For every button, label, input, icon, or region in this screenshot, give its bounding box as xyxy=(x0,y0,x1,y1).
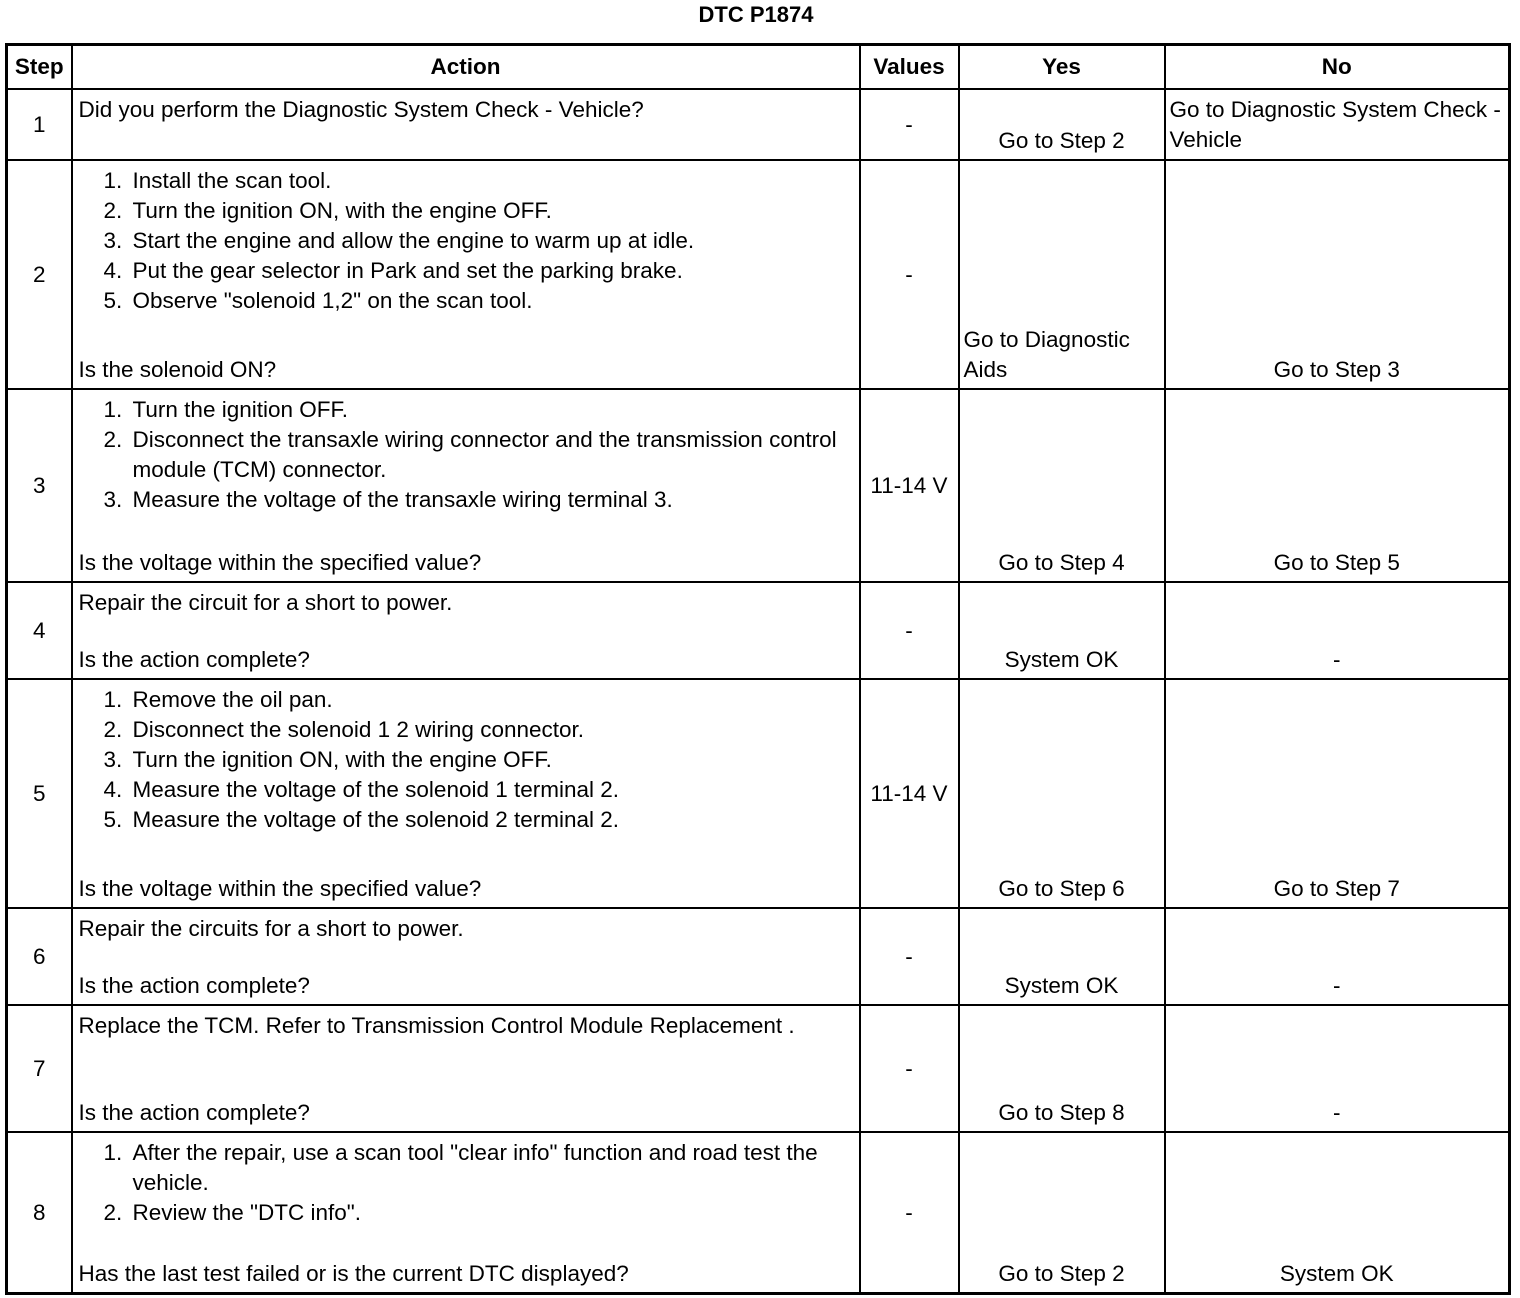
action-cell xyxy=(72,582,860,679)
values-cell: - xyxy=(860,908,959,1005)
step-number: 7 xyxy=(7,1005,72,1132)
step-number: 4 xyxy=(7,582,72,679)
action-step-item: 3. Turn the ignition ON, with the engine OFF. xyxy=(129,745,853,775)
header-yes: Yes xyxy=(959,45,1165,90)
values-cell: 11-14 V xyxy=(860,679,959,908)
yes-outcome: Go to Step 2 xyxy=(959,89,1165,160)
action-step-item: 1. After the repair, use a scan tool "clear info" function and road test the vehicle. xyxy=(129,1138,853,1198)
diagnostic-table xyxy=(5,43,1511,1295)
no-outcome: - xyxy=(1165,1005,1510,1132)
no-outcome: Go to Step 3 xyxy=(1165,160,1510,389)
table-row xyxy=(7,89,1510,160)
action-text: Replace the TCM. Refer to Transmission Control Module Replacement . xyxy=(78,1013,795,1038)
values-cell: - xyxy=(860,89,959,160)
yes-outcome: System OK xyxy=(959,582,1165,679)
action-cell xyxy=(72,389,860,582)
header-step: Step xyxy=(7,45,72,90)
action-cell xyxy=(72,908,860,1005)
values-cell: - xyxy=(860,160,959,389)
action-steps-list xyxy=(79,395,853,515)
table-row xyxy=(7,1132,1510,1294)
action-cell xyxy=(72,679,860,908)
step-number: 5 xyxy=(7,679,72,908)
action-step-item: 1. Turn the ignition OFF. xyxy=(129,395,853,425)
values-cell: - xyxy=(860,1005,959,1132)
table-row xyxy=(7,389,1510,582)
step-number: 6 xyxy=(7,908,72,1005)
action-step-item: 4. Put the gear selector in Park and set the parking brake. xyxy=(129,256,853,286)
action-step-item: 1. Install the scan tool. xyxy=(129,166,853,196)
action-text: Did you perform the Diagnostic System Check - Vehicle? xyxy=(78,97,644,122)
no-outcome: - xyxy=(1165,908,1510,1005)
no-outcome: Go to Diagnostic System Check - Vehicle xyxy=(1165,89,1510,160)
no-outcome: - xyxy=(1165,582,1510,679)
table-row xyxy=(7,1005,1510,1132)
action-step-item: 2. Disconnect the transaxle wiring connector and the transmission control module (TCM) connector. xyxy=(129,425,853,485)
action-step-item: 2. Turn the ignition ON, with the engine OFF. xyxy=(129,196,853,226)
table-row xyxy=(7,908,1510,1005)
action-cell xyxy=(72,160,860,389)
step-number: 2 xyxy=(7,160,72,389)
action-question: Is the action complete? xyxy=(78,973,310,998)
action-step-item: 5. Measure the voltage of the solenoid 2 terminal 2. xyxy=(129,805,853,835)
action-step-item: 3. Start the engine and allow the engine to warm up at idle. xyxy=(129,226,853,256)
yes-outcome: System OK xyxy=(959,908,1165,1005)
no-outcome: System OK xyxy=(1165,1132,1510,1294)
action-steps-list xyxy=(79,1138,853,1228)
table-row xyxy=(7,160,1510,389)
yes-outcome: Go to Step 4 xyxy=(959,389,1165,582)
action-steps-list xyxy=(79,685,853,835)
step-number: 8 xyxy=(7,1132,72,1294)
table-row xyxy=(7,679,1510,908)
action-text: Repair the circuits for a short to power. xyxy=(78,916,464,941)
action-step-item: 1. Remove the oil pan. xyxy=(129,685,853,715)
action-question: Is the solenoid ON? xyxy=(78,357,277,382)
no-outcome: Go to Step 7 xyxy=(1165,679,1510,908)
values-cell: 11-14 V xyxy=(860,389,959,582)
yes-outcome: Go to Step 6 xyxy=(959,679,1165,908)
header-values: Values xyxy=(860,45,959,90)
values-cell: - xyxy=(860,582,959,679)
action-step-item: 2. Review the "DTC info". xyxy=(129,1198,853,1228)
action-step-item: 5. Observe "solenoid 1,2" on the scan tool. xyxy=(129,286,853,316)
table-row xyxy=(7,582,1510,679)
action-cell xyxy=(72,1132,860,1294)
yes-outcome: Go to Diagnostic Aids xyxy=(959,160,1165,389)
action-question: Is the action complete? xyxy=(78,647,310,672)
step-number: 1 xyxy=(7,89,72,160)
values-cell: - xyxy=(860,1132,959,1294)
action-step-item: 2. Disconnect the solenoid 1 2 wiring connector. xyxy=(129,715,853,745)
action-cell xyxy=(72,1005,860,1132)
table-header-row xyxy=(7,45,1510,90)
action-question: Is the voltage within the specified value? xyxy=(78,876,482,901)
page-title: DTC P1874 xyxy=(698,2,814,27)
action-steps-list xyxy=(79,166,853,316)
action-question: Has the last test failed or is the current DTC displayed? xyxy=(78,1261,629,1286)
action-cell xyxy=(72,89,860,160)
header-no: No xyxy=(1165,45,1510,90)
yes-outcome: Go to Step 8 xyxy=(959,1005,1165,1132)
no-outcome: Go to Step 5 xyxy=(1165,389,1510,582)
action-step-item: 4. Measure the voltage of the solenoid 1 terminal 2. xyxy=(129,775,853,805)
action-text: Repair the circuit for a short to power. xyxy=(78,590,453,615)
step-number: 3 xyxy=(7,389,72,582)
yes-outcome: Go to Step 2 xyxy=(959,1132,1165,1294)
action-step-item: 3. Measure the voltage of the transaxle wiring terminal 3. xyxy=(129,485,853,515)
action-question: Is the voltage within the specified value? xyxy=(78,550,482,575)
action-question: Is the action complete? xyxy=(78,1100,310,1125)
header-action: Action xyxy=(72,45,860,90)
